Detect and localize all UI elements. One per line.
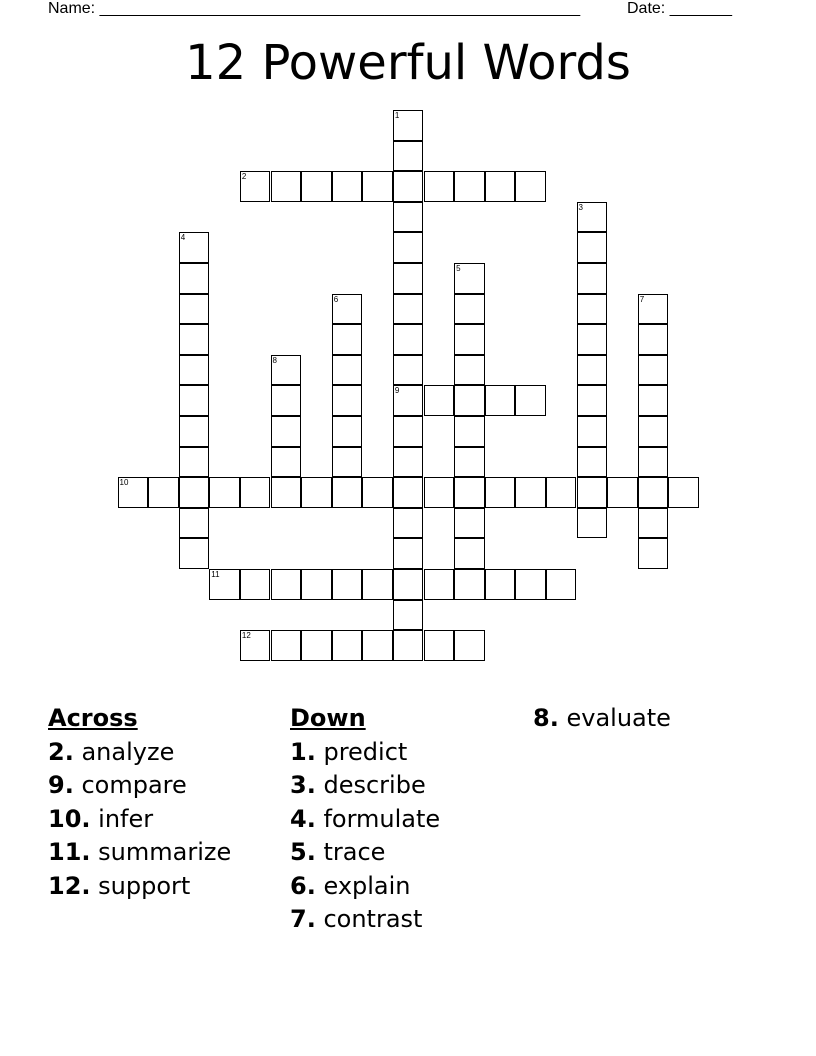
cell-number: 2 (241, 172, 247, 182)
clue-number: 5. (290, 838, 316, 866)
grid-cell[interactable] (301, 477, 332, 508)
grid-cell[interactable] (454, 171, 485, 202)
clue-text: infer (98, 804, 154, 833)
cell-number: 4 (180, 233, 186, 243)
grid-cell[interactable] (332, 385, 363, 416)
grid-cell[interactable] (454, 569, 485, 600)
grid-cell[interactable] (393, 202, 424, 233)
across-clues (48, 702, 231, 903)
clue-number: 1. (290, 737, 316, 766)
clue-number: 10. (48, 804, 91, 833)
cell-number: 5 (456, 264, 461, 273)
clue-down-4 (290, 803, 440, 837)
clue-down-8 (533, 702, 671, 736)
grid-cell[interactable] (577, 294, 608, 325)
grid-cell[interactable] (362, 477, 393, 508)
clue-number: 11. (48, 838, 91, 866)
grid-cell[interactable] (179, 232, 210, 263)
grid-cell[interactable] (393, 232, 424, 263)
grid-cell[interactable] (638, 447, 669, 478)
grid-cell[interactable] (301, 171, 332, 202)
grid-cell[interactable] (240, 477, 271, 508)
grid-cell[interactable] (454, 538, 485, 569)
clue-across-9 (48, 769, 231, 803)
grid-cell[interactable] (454, 508, 485, 539)
clue-number: 8. (533, 704, 559, 732)
clue-text: formulate (323, 804, 441, 833)
clue-number: 3. (290, 771, 316, 799)
grid-cell[interactable] (240, 171, 271, 202)
grid-cell[interactable] (209, 569, 240, 600)
grid-cell[interactable] (485, 385, 516, 416)
grid-cell[interactable] (271, 385, 302, 416)
grid-cell[interactable] (332, 630, 363, 661)
grid-cell[interactable] (485, 171, 516, 202)
grid-cell[interactable] (240, 630, 271, 661)
clue-number: 2. (48, 737, 74, 766)
grid-cell[interactable] (515, 569, 546, 600)
clue-number: 9. (48, 771, 74, 799)
cell-number: 10 (119, 478, 129, 488)
grid-cell[interactable] (638, 538, 669, 569)
grid-cell[interactable] (454, 324, 485, 355)
grid-cell[interactable] (179, 263, 210, 294)
clue-across-12 (48, 870, 231, 904)
down-heading: Down (290, 704, 366, 732)
clue-down-1 (290, 736, 440, 770)
date-field-label: Date: _______ (627, 0, 732, 17)
grid-cell[interactable] (271, 447, 302, 478)
grid-cell[interactable] (393, 447, 424, 478)
cell-number: 8 (272, 355, 277, 365)
down-clues-continued (533, 702, 671, 736)
grid-cell[interactable] (148, 477, 179, 508)
grid-cell[interactable] (454, 355, 485, 386)
grid-cell[interactable] (271, 355, 302, 386)
clue-across-2 (48, 736, 231, 770)
grid-cell[interactable] (271, 569, 302, 600)
clue-across-11 (48, 836, 231, 870)
grid-cell[interactable] (179, 385, 210, 416)
clue-text: trace (323, 838, 386, 866)
grid-cell[interactable] (638, 416, 669, 447)
across-heading: Across (48, 704, 138, 732)
clue-text: summarize (98, 838, 232, 866)
cell-number: 7 (639, 294, 645, 304)
grid-cell[interactable] (607, 477, 638, 508)
grid-cell[interactable] (638, 324, 669, 355)
grid-cell[interactable] (393, 385, 424, 416)
clue-text: evaluate (566, 704, 671, 732)
grid-cell[interactable] (424, 385, 455, 416)
grid-cell[interactable] (393, 630, 424, 661)
cell-number: 9 (394, 386, 400, 396)
grid-cell[interactable] (454, 385, 485, 416)
grid-cell[interactable] (577, 263, 608, 294)
grid-cell[interactable] (393, 508, 424, 539)
cell-number: 6 (333, 294, 339, 304)
clue-text: predict (323, 737, 408, 766)
grid-cell[interactable] (638, 508, 669, 539)
grid-cell[interactable] (179, 447, 210, 478)
grid-cell[interactable] (515, 477, 546, 508)
grid-cell[interactable] (393, 416, 424, 447)
clue-number: 12. (48, 871, 91, 900)
grid-cell[interactable] (454, 447, 485, 478)
grid-cell[interactable] (118, 477, 149, 508)
down-clues (290, 702, 440, 937)
grid-cell[interactable] (577, 324, 608, 355)
name-field-label: Name: ______________________________________________________ (48, 0, 581, 17)
grid-cell[interactable] (638, 294, 669, 325)
grid-cell[interactable] (179, 294, 210, 325)
grid-cell[interactable] (424, 477, 455, 508)
grid-cell[interactable] (362, 630, 393, 661)
grid-cell[interactable] (332, 324, 363, 355)
grid-cell[interactable] (546, 569, 577, 600)
grid-cell[interactable] (332, 294, 363, 325)
grid-cell[interactable] (424, 569, 455, 600)
cell-number: 1 (394, 111, 400, 120)
puzzle-title: 12 Powerful Words (185, 35, 631, 91)
grid-cell[interactable] (393, 294, 424, 325)
clue-text: contrast (323, 905, 423, 933)
grid-cell[interactable] (546, 477, 577, 508)
grid-cell[interactable] (577, 508, 608, 539)
grid-cell[interactable] (179, 508, 210, 539)
grid-cell[interactable] (424, 630, 455, 661)
grid-cell[interactable] (485, 569, 516, 600)
grid-cell[interactable] (301, 569, 332, 600)
grid-cell[interactable] (332, 355, 363, 386)
grid-cell[interactable] (179, 538, 210, 569)
grid-cell[interactable] (393, 477, 424, 508)
cell-number: 12 (241, 631, 251, 641)
clue-text: support (98, 871, 191, 900)
grid-cell[interactable] (393, 355, 424, 386)
clue-text: analyze (81, 737, 175, 766)
grid-cell[interactable] (332, 416, 363, 447)
cell-number: 11 (211, 570, 220, 579)
grid-cell[interactable] (454, 294, 485, 325)
grid-cell[interactable] (638, 385, 669, 416)
grid-cell[interactable] (393, 263, 424, 294)
grid-cell[interactable] (393, 141, 424, 172)
grid-cell[interactable] (485, 477, 516, 508)
grid-cell[interactable] (454, 416, 485, 447)
clue-text: describe (323, 771, 426, 799)
grid-cell[interactable] (332, 477, 363, 508)
grid-cell[interactable] (179, 477, 210, 508)
clue-down-3 (290, 769, 440, 803)
grid-cell[interactable] (271, 171, 302, 202)
clue-down-6 (290, 870, 440, 904)
grid-cell[interactable] (271, 477, 302, 508)
grid-cell[interactable] (515, 171, 546, 202)
clue-down-5 (290, 836, 440, 870)
grid-cell[interactable] (332, 171, 363, 202)
grid-cell[interactable] (271, 630, 302, 661)
clue-number: 6. (290, 871, 316, 900)
grid-cell[interactable] (179, 355, 210, 386)
grid-cell[interactable] (638, 355, 669, 386)
grid-cell[interactable] (179, 324, 210, 355)
grid-cell[interactable] (577, 385, 608, 416)
grid-cell[interactable] (271, 416, 302, 447)
grid-cell[interactable] (424, 171, 455, 202)
grid-cell[interactable] (393, 324, 424, 355)
grid-cell[interactable] (393, 110, 424, 141)
clue-number: 7. (290, 905, 316, 933)
clue-text: compare (81, 771, 187, 799)
grid-cell[interactable] (577, 202, 608, 233)
cell-number: 3 (578, 202, 583, 212)
grid-cell[interactable] (393, 569, 424, 600)
grid-cell[interactable] (577, 416, 608, 447)
grid-cell[interactable] (393, 538, 424, 569)
grid-cell[interactable] (577, 232, 608, 263)
grid-cell[interactable] (577, 477, 608, 508)
grid-cell[interactable] (301, 630, 332, 661)
grid-cell[interactable] (209, 477, 240, 508)
clue-text: explain (323, 871, 411, 900)
grid-cell[interactable] (454, 263, 485, 294)
grid-cell[interactable] (577, 447, 608, 478)
grid-cell[interactable] (332, 447, 363, 478)
grid-cell[interactable] (362, 171, 393, 202)
grid-cell[interactable] (393, 171, 424, 202)
grid-cell[interactable] (454, 630, 485, 661)
grid-cell[interactable] (393, 600, 424, 631)
clue-across-10 (48, 803, 231, 837)
grid-cell[interactable] (240, 569, 271, 600)
clue-number: 4. (290, 804, 316, 833)
grid-cell[interactable] (577, 355, 608, 386)
clue-down-7 (290, 903, 440, 937)
grid-cell[interactable] (332, 569, 363, 600)
grid-cell[interactable] (638, 477, 669, 508)
grid-cell[interactable] (454, 477, 485, 508)
grid-cell[interactable] (179, 416, 210, 447)
grid-cell[interactable] (515, 385, 546, 416)
grid-cell[interactable] (362, 569, 393, 600)
grid-cell[interactable] (668, 477, 699, 508)
